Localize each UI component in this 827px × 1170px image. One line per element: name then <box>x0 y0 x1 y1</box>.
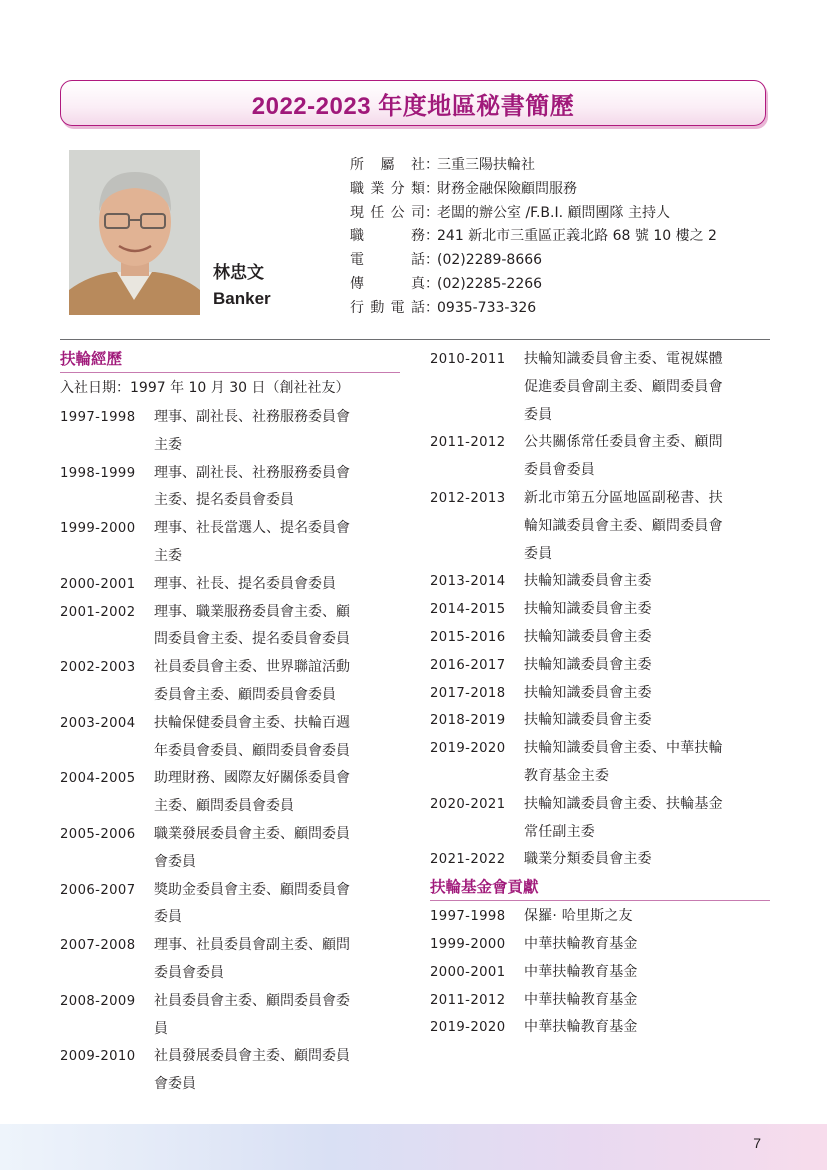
info-row: 職業分類 ： 財務金融保險顧問服務 <box>350 178 717 202</box>
history-entry <box>430 1014 770 1042</box>
entry-year: 1999-2000 <box>60 521 136 537</box>
entry-description <box>524 680 770 708</box>
info-label: 傳真 <box>350 275 425 292</box>
info-value: (02)2285-2266 <box>437 275 543 292</box>
history-entry <box>60 877 400 933</box>
entry-line: 扶輪知識委員會主委 <box>524 712 652 729</box>
entry-line: 促進委員會副主委、顧問委員會 <box>524 378 723 395</box>
history-entry <box>60 515 400 571</box>
info-row: 行動電話 ： 0935-733-326 <box>350 297 717 321</box>
entry-description <box>524 429 770 485</box>
entry-description <box>524 959 770 987</box>
entry-line: 社員委員會主委、顧問委員會委 <box>154 992 350 1009</box>
divider <box>60 339 770 340</box>
entry-year: 2011-2012 <box>430 992 506 1008</box>
entry-year: 2019-2020 <box>430 741 506 757</box>
entry-line: 委員會委員 <box>154 964 224 981</box>
entry-description <box>154 988 400 1044</box>
entry-description <box>524 652 770 680</box>
entry-description <box>524 596 770 624</box>
entry-line: 社員委員會主委、世界聯誼活動 <box>154 659 350 676</box>
entry-description <box>524 568 770 596</box>
history-list-right <box>430 346 770 874</box>
join-date: 入社日期：1997 年 10 月 30 日（創社社友） <box>60 380 350 396</box>
entry-description <box>154 571 400 599</box>
entry-line: 委員會委員 <box>524 462 595 479</box>
entry-line: 常任副主委 <box>524 823 595 840</box>
info-row: 傳真 ： (02)2285-2266 <box>350 273 717 297</box>
entry-description <box>154 1043 400 1099</box>
history-entry <box>60 932 400 988</box>
entry-line: 理事、副社長、社務服務委員會 <box>154 409 350 425</box>
entry-year: 2007-2008 <box>60 938 136 954</box>
entry-description <box>154 404 400 460</box>
entry-description <box>524 987 770 1015</box>
entry-line: 公共關係常任委員會主委、顧問 <box>524 434 723 451</box>
entry-line: 中華扶輪教育基金 <box>524 935 638 952</box>
entry-line: 主委 <box>154 436 182 453</box>
entry-line: 扶輪知識委員會主委、電視媒體 <box>524 351 723 367</box>
entry-line: 委員 <box>154 909 182 926</box>
entry-description <box>524 846 770 874</box>
foundation-list <box>430 903 770 1042</box>
history-entry <box>60 599 400 655</box>
entry-line: 扶輪保健委員會主委、扶輪百週 <box>154 714 350 731</box>
history-entry <box>430 903 770 931</box>
entry-line: 中華扶輪教育基金 <box>524 991 638 1008</box>
entry-line: 理事、副社長、社務服務委員會 <box>154 464 350 481</box>
entry-year: 2001-2002 <box>60 604 136 620</box>
entry-description <box>154 654 400 710</box>
history-entry <box>430 959 770 987</box>
entry-line: 新北市第五分區地區副秘書、扶 <box>524 489 723 506</box>
section-heading-foundation: 扶輪基金會貢獻 <box>430 874 770 901</box>
history-entry <box>60 654 400 710</box>
footer-band <box>0 1124 827 1170</box>
entry-year: 2011-2012 <box>430 435 506 451</box>
entry-description <box>524 624 770 652</box>
history-entry <box>430 485 770 568</box>
entry-year: 2004-2005 <box>60 771 136 787</box>
entry-year: 2020-2021 <box>430 796 506 812</box>
entry-year: 2014-2015 <box>430 602 506 618</box>
entry-line: 職業發展委員會主委、顧問委員 <box>154 825 350 842</box>
entry-line: 會委員 <box>154 1076 196 1093</box>
page-title: 2022-2023 年度地區秘書簡歷 <box>251 92 575 120</box>
history-entry <box>430 846 770 874</box>
entry-line: 理事、職業服務委員會主委、顧 <box>154 603 350 620</box>
entry-line: 員 <box>154 1020 168 1037</box>
history-entry <box>430 791 770 847</box>
entry-line: 助理財務、國際友好關係委員會 <box>154 770 350 787</box>
entry-line: 問委員會主委、提名委員會委員 <box>154 631 350 648</box>
entry-description <box>524 735 770 791</box>
entry-line: 職業分類委員會主委 <box>524 851 652 868</box>
entry-year: 1997-1998 <box>430 909 506 925</box>
history-entry <box>430 735 770 791</box>
history-entry <box>60 571 400 599</box>
entry-line: 中華扶輪教育基金 <box>524 1019 638 1036</box>
entry-year: 2018-2019 <box>430 713 506 729</box>
history-entry <box>430 707 770 735</box>
info-value: 0935-733-326 <box>437 299 537 316</box>
entry-description <box>524 707 770 735</box>
history-entry <box>430 346 770 429</box>
entry-description <box>524 485 770 568</box>
history-entry <box>430 624 770 652</box>
entry-line: 扶輪知識委員會主委 <box>524 628 652 645</box>
history-entry <box>430 596 770 624</box>
entry-description <box>154 599 400 655</box>
portrait-illustration <box>69 150 200 315</box>
person-name-zh: 林忠文 <box>213 263 264 283</box>
entry-year: 2016-2017 <box>430 657 506 673</box>
entry-line: 獎助金委員會主委、顧問委員會 <box>154 881 350 898</box>
history-entry <box>60 765 400 821</box>
info-value: 財務金融保險顧問服務 <box>437 180 577 197</box>
history-entry <box>60 460 400 516</box>
entry-year: 2009-2010 <box>60 1049 136 1065</box>
entry-description <box>154 877 400 933</box>
entry-line: 扶輪知識委員會主委 <box>524 573 652 590</box>
contact-info <box>350 154 717 321</box>
entry-line: 扶輪知識委員會主委、扶輪基金 <box>524 795 723 812</box>
entry-line: 委員 <box>524 406 553 423</box>
history-list-left <box>60 404 400 1099</box>
entry-description <box>154 460 400 516</box>
history-entry <box>430 931 770 959</box>
info-row: 現任公司 ： 老闆的辦公室 /F.B.I. 顧問團隊 主持人 <box>350 202 717 226</box>
entry-year: 2003-2004 <box>60 715 136 731</box>
history-entry <box>430 429 770 485</box>
entry-line: 社員發展委員會主委、顧問委員 <box>154 1048 350 1065</box>
info-label: 電話 <box>350 252 425 269</box>
entry-line: 年委員會委員、顧問委員會委員 <box>154 742 350 759</box>
entry-year: 2000-2001 <box>430 964 506 980</box>
entry-description <box>154 765 400 821</box>
info-row: 職務 ： 241 新北市三重區正義北路 68 號 10 樓之 2 <box>350 225 717 249</box>
entry-line: 扶輪知識委員會主委 <box>524 684 652 701</box>
entry-line: 扶輪知識委員會主委、中華扶輪 <box>524 740 723 757</box>
info-value: 三重三陽扶輪社 <box>437 157 535 173</box>
info-label: 所屬社 <box>350 157 425 173</box>
entry-line: 理事、社長、提名委員會委員 <box>154 575 336 592</box>
entry-year: 2002-2003 <box>60 660 136 676</box>
entry-description <box>524 346 770 429</box>
info-row: 電話 ： (02)2289-8666 <box>350 249 717 273</box>
entry-line: 扶輪知識委員會主委 <box>524 656 652 673</box>
entry-line: 主委、提名委員會委員 <box>154 492 294 509</box>
history-entry <box>430 652 770 680</box>
section-heading-rotary-history: 扶輪經歷 <box>60 346 400 373</box>
entry-year: 2010-2011 <box>430 352 506 367</box>
entry-year: 1999-2000 <box>430 936 506 952</box>
history-entry <box>430 680 770 708</box>
history-entry <box>60 988 400 1044</box>
info-label: 現任公司 <box>350 204 425 221</box>
entry-line: 教育基金主委 <box>524 767 610 784</box>
entry-line: 會委員 <box>154 853 196 870</box>
info-label: 職務 <box>350 228 425 245</box>
entry-description <box>524 903 770 931</box>
info-label: 職業分類 <box>350 180 425 197</box>
entry-year: 2013-2014 <box>430 574 506 590</box>
history-entry <box>60 821 400 877</box>
history-entry <box>430 987 770 1015</box>
info-value: 老闆的辦公室 /F.B.I. 顧問團隊 主持人 <box>437 204 670 221</box>
entry-year: 2008-2009 <box>60 993 136 1009</box>
history-entry <box>60 404 400 460</box>
info-row: 所屬社 ： 三重三陽扶輪社 <box>350 154 717 178</box>
entry-year: 1997-1998 <box>60 410 136 425</box>
title-banner <box>60 80 766 126</box>
right-column <box>430 346 770 1042</box>
entry-year: 2012-2013 <box>430 490 506 506</box>
info-value: 241 新北市三重區正義北路 68 號 10 樓之 2 <box>437 228 717 245</box>
entry-line: 主委 <box>154 547 182 564</box>
entry-line: 理事、社長當選人、提名委員會 <box>154 520 350 537</box>
info-label: 行動電話 <box>350 299 425 316</box>
page-number: 7 <box>753 1135 761 1151</box>
entry-year: 2000-2001 <box>60 576 136 592</box>
entry-year: 2015-2016 <box>430 629 506 645</box>
entry-description <box>524 931 770 959</box>
entry-description <box>154 515 400 571</box>
entry-line: 保羅· 哈里斯之友 <box>524 908 633 925</box>
entry-description <box>524 1014 770 1042</box>
entry-year: 2021-2022 <box>430 852 506 868</box>
info-value: (02)2289-8666 <box>437 252 543 269</box>
entry-description <box>154 932 400 988</box>
person-name-en: Banker <box>213 289 271 308</box>
entry-description <box>524 791 770 847</box>
entry-line: 委員 <box>524 545 553 562</box>
entry-year: 2005-2006 <box>60 826 136 842</box>
portrait-photo <box>69 150 200 315</box>
left-column <box>60 346 400 1099</box>
entry-year: 2019-2020 <box>430 1020 506 1036</box>
history-entry <box>60 710 400 766</box>
entry-year: 2006-2007 <box>60 882 136 898</box>
history-entry <box>60 1043 400 1099</box>
entry-description <box>154 821 400 877</box>
entry-line: 委員會主委、顧問委員會委員 <box>154 686 336 703</box>
entry-line: 理事、社員委員會副主委、顧問 <box>154 937 350 954</box>
entry-line: 中華扶輪教育基金 <box>524 963 638 980</box>
entry-description <box>154 710 400 766</box>
entry-line: 扶輪知識委員會主委 <box>524 601 652 618</box>
entry-line: 輪知識委員會主委、顧問委員會 <box>524 517 723 534</box>
entry-year: 1998-1999 <box>60 465 136 481</box>
history-entry <box>430 568 770 596</box>
entry-line: 主委、顧問委員會委員 <box>154 798 294 815</box>
entry-year: 2017-2018 <box>430 685 506 701</box>
